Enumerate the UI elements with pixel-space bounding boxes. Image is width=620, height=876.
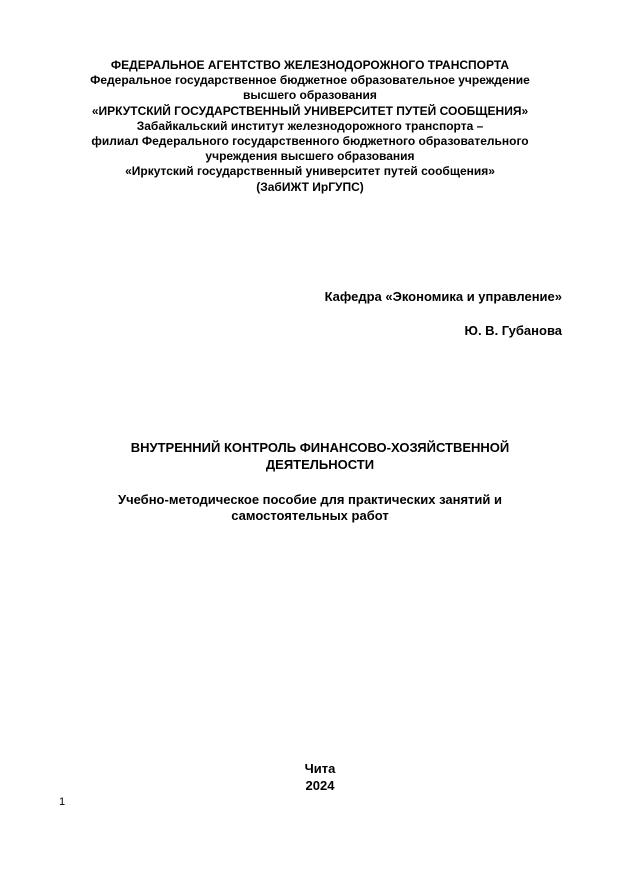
header-line-university: «ИРКУТСКИЙ ГОСУДАРСТВЕННЫЙ УНИВЕРСИТЕТ ПУТЕЙ СООБЩЕНИЯ» [91,103,529,118]
author-name: Ю. В. Губанова [464,323,562,338]
subtitle-line-1: Учебно-методическое пособие для практических занятий и [117,492,503,507]
document-subtitle [50,492,570,524]
publication-year: 2024 [305,778,335,793]
header-line-university-name: «Иркутский государственный университет путей сообщения» [125,164,495,179]
subtitle-line-2: самостоятельных работ [231,508,389,523]
department-name: Кафедра «Экономика и управление» [324,289,562,304]
page-number: 1 [59,796,66,808]
title-line-2: ДЕЯТЕЛЬНОСТИ [265,457,375,472]
publication-place-year [270,760,370,794]
institution-header [40,58,580,195]
header-line-abbreviation: (ЗабИЖТ ИрГУПС) [256,179,364,194]
title-line-1: ВНУТРЕННИЙ КОНТРОЛЬ ФИНАНСОВО-ХОЗЯЙСТВЕННОЙ [130,440,510,455]
header-line-branch-education: учреждения высшего образования [205,149,415,164]
header-line-branch: филиал Федерального государственного бюджетного образовательного [91,134,529,149]
header-line-education-level: высшего образования [243,88,377,103]
header-line-institute: Забайкальский институт железнодорожного транспорта – [136,118,484,133]
publication-city: Чита [304,761,336,776]
header-line-agency: ФЕДЕРАЛЬНОЕ АГЕНТСТВО ЖЕЛЕЗНОДОРОЖНОГО ТРАНСПОРТА [110,58,510,72]
header-line-institution-type: Федеральное государственное бюджетное образовательное учреждение [90,73,530,88]
document-title [60,439,580,473]
